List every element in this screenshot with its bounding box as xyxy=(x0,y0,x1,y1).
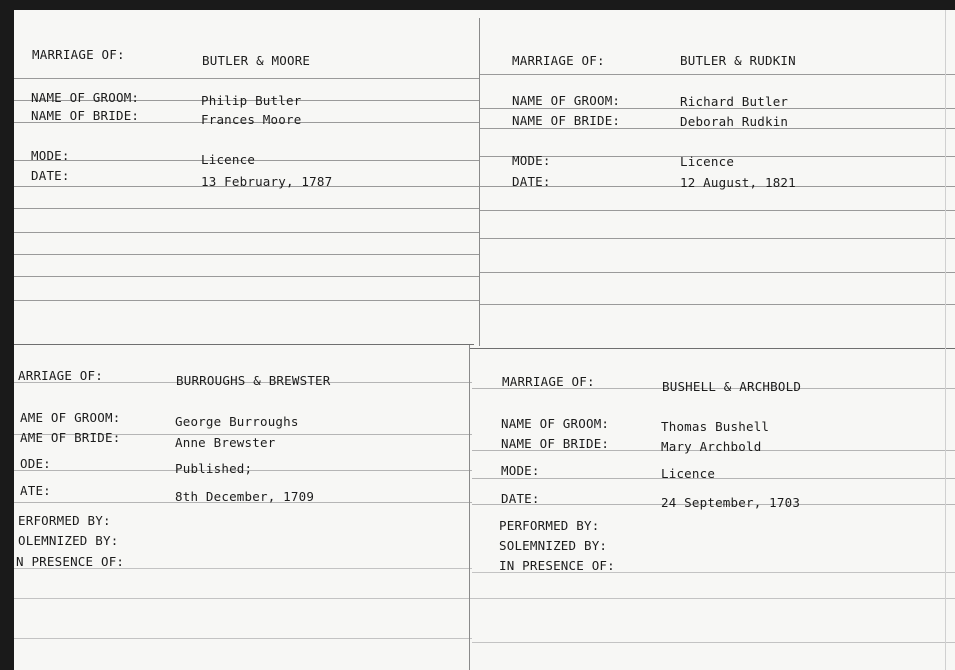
date-value: 13 February, 1787 xyxy=(201,174,333,189)
rule-line xyxy=(14,300,479,301)
bride-label: AME OF BRIDE: xyxy=(20,430,121,445)
groom-label: NAME OF GROOM: xyxy=(31,90,140,105)
rule-line xyxy=(480,74,955,75)
date-label: DATE: xyxy=(501,491,540,506)
vertical-divider-top xyxy=(479,18,480,346)
marriage-value: BURROUGHS & BREWSTER xyxy=(176,373,331,388)
bride-value: Deborah Rudkin xyxy=(680,114,789,129)
date-label: DATE: xyxy=(512,174,551,189)
vertical-divider-bottom xyxy=(469,344,470,670)
mode-value: Licence xyxy=(201,152,256,167)
date-label: ATE: xyxy=(20,483,51,498)
mode-label: MODE: xyxy=(501,463,540,478)
horizontal-divider-right xyxy=(470,348,955,349)
rule-line xyxy=(480,304,955,305)
performed-by-label: ERFORMED BY: xyxy=(18,513,111,528)
marriage-label: ARRIAGE OF: xyxy=(18,368,103,383)
record-card-burroughs-brewster xyxy=(14,342,472,670)
rule-line xyxy=(480,238,955,239)
marriage-value: BUTLER & MOORE xyxy=(202,53,311,68)
groom-label: AME OF GROOM: xyxy=(20,410,121,425)
marriage-label: MARRIAGE OF: xyxy=(32,47,125,62)
bride-label: NAME OF BRIDE: xyxy=(512,113,621,128)
bride-label: NAME OF BRIDE: xyxy=(501,436,610,451)
groom-value: Philip Butler xyxy=(201,93,302,108)
scanned-sheet xyxy=(14,10,955,670)
performed-by-label: PERFORMED BY: xyxy=(499,518,600,533)
marriage-value: BUTLER & RUDKIN xyxy=(680,53,796,68)
bride-value: Mary Archbold xyxy=(661,439,762,454)
groom-label: NAME OF GROOM: xyxy=(501,416,610,431)
rule-line xyxy=(480,210,955,211)
solemnized-by-label: SOLEMNIZED BY: xyxy=(499,538,608,553)
solemnized-by-label: OLEMNIZED BY: xyxy=(18,533,119,548)
mode-value: Published; xyxy=(175,461,253,476)
rule-line xyxy=(14,276,479,277)
mode-value: Licence xyxy=(680,154,735,169)
rule-line xyxy=(14,78,479,79)
marriage-label: MARRIAGE OF: xyxy=(512,53,605,68)
date-value: 8th December, 1709 xyxy=(175,489,315,504)
mode-label: MODE: xyxy=(512,153,551,168)
rule-line xyxy=(472,598,955,599)
groom-label: NAME OF GROOM: xyxy=(512,93,621,108)
date-value: 24 September, 1703 xyxy=(661,495,801,510)
in-presence-of-label: IN PRESENCE OF: xyxy=(499,558,615,573)
horizontal-divider-left xyxy=(14,344,474,345)
rule-line xyxy=(14,254,479,255)
record-card-butler-moore xyxy=(14,10,479,342)
groom-value: Thomas Bushell xyxy=(661,419,770,434)
rule-line xyxy=(14,232,479,233)
right-card-edge xyxy=(945,10,946,670)
rule-line xyxy=(480,272,955,273)
bride-value: Anne Brewster xyxy=(175,435,276,450)
mode-label: MODE: xyxy=(31,148,70,163)
bride-value: Frances Moore xyxy=(201,112,302,127)
groom-value: George Burroughs xyxy=(175,414,299,429)
mode-value: Licence xyxy=(661,466,716,481)
marriage-label: MARRIAGE OF: xyxy=(502,374,595,389)
date-label: DATE: xyxy=(31,168,70,183)
bride-label: NAME OF BRIDE: xyxy=(31,108,140,123)
record-card-bushell-archbold xyxy=(472,346,955,670)
groom-value: Richard Butler xyxy=(680,94,789,109)
rule-line xyxy=(14,638,472,639)
record-card-butler-rudkin xyxy=(480,10,955,346)
date-value: 12 August, 1821 xyxy=(680,175,796,190)
rule-line xyxy=(14,208,479,209)
rule-line xyxy=(14,598,472,599)
marriage-value: BUSHELL & ARCHBOLD xyxy=(662,379,802,394)
rule-line xyxy=(472,642,955,643)
in-presence-of-label: N PRESENCE OF: xyxy=(16,554,125,569)
mode-label: ODE: xyxy=(20,456,51,471)
